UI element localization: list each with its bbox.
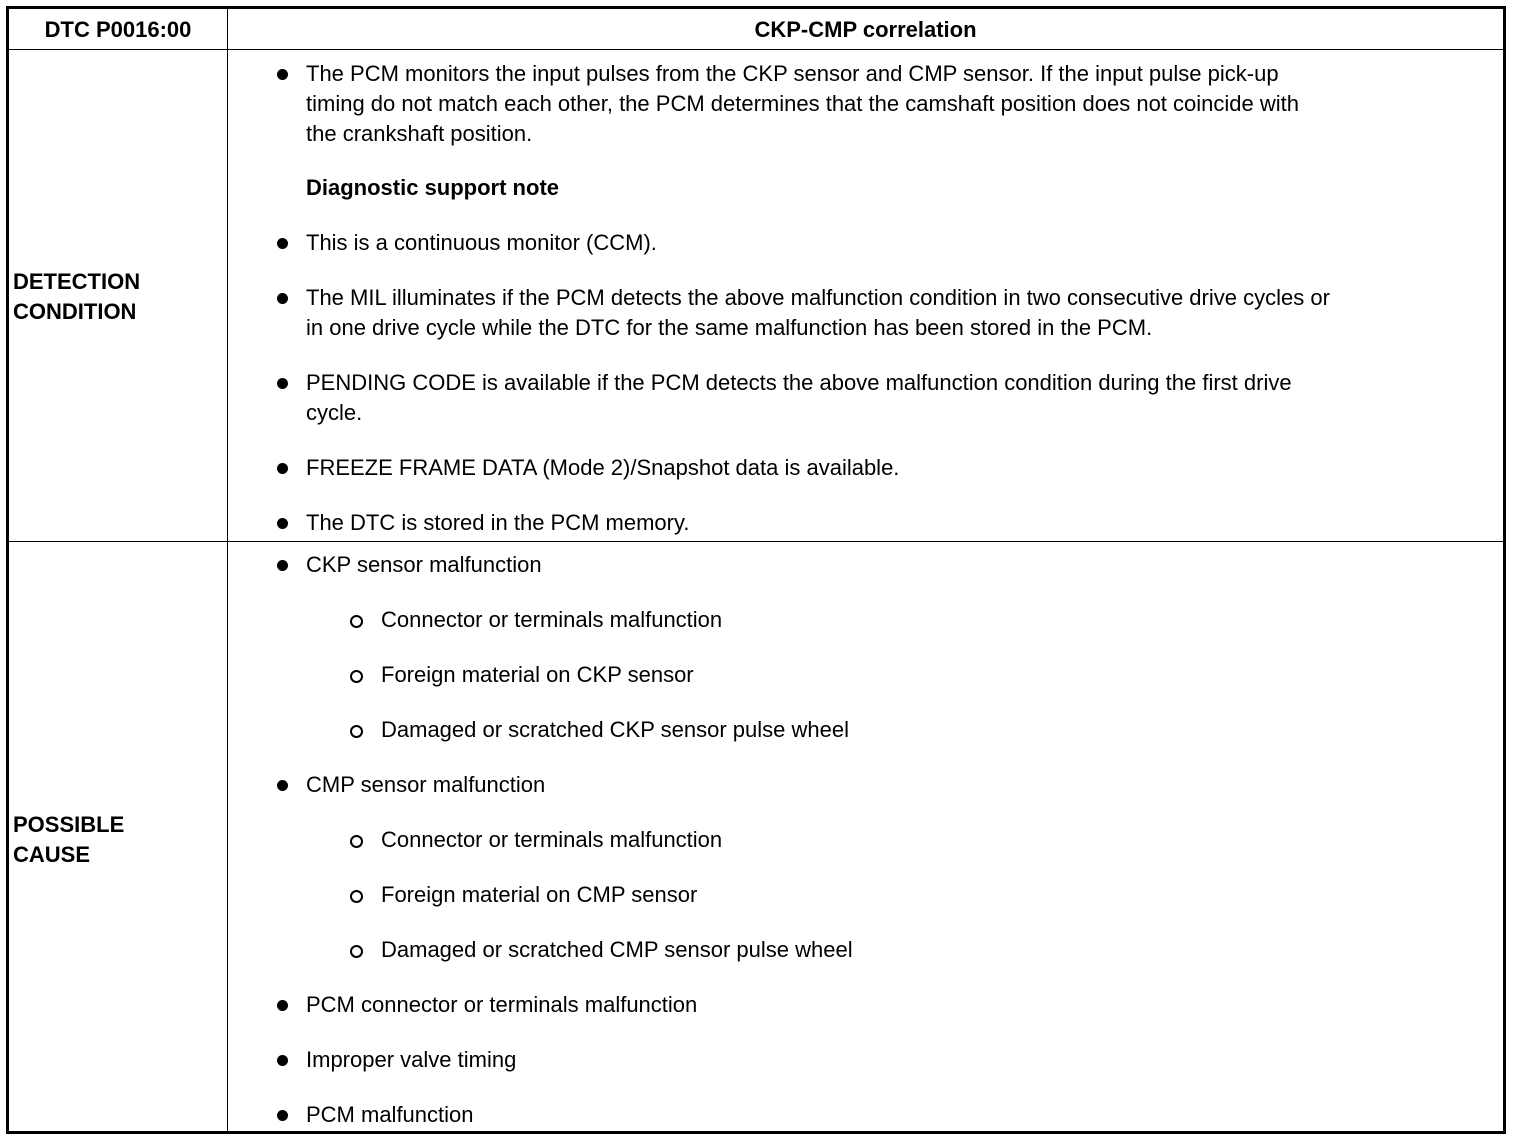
sub-bullet-icon	[350, 725, 363, 738]
detection-stored-text: The DTC is stored in the PCM memory.	[306, 510, 690, 535]
cause-ckp: CKP sensor malfunction	[306, 552, 542, 577]
detection-freeze-frame-text: FREEZE FRAME DATA (Mode 2)/Snapshot data is available.	[306, 455, 900, 480]
bullet-icon	[277, 1055, 288, 1066]
bullet-icon	[277, 560, 288, 571]
bullet-icon	[277, 1000, 288, 1011]
bullet-icon	[277, 293, 288, 304]
diagnostic-support-note: Diagnostic support note	[306, 175, 559, 200]
dtc-table	[6, 6, 1506, 1134]
sub-bullet-icon	[350, 670, 363, 683]
detection-pending-text: PENDING CODE is available if the PCM detects the above malfunction condition during the first drive cycle.	[306, 370, 1292, 425]
bullet-icon	[277, 69, 288, 80]
detection-label: DETECTION CONDITION	[13, 269, 141, 324]
bullet-icon	[277, 780, 288, 791]
sub-bullet-icon	[350, 835, 363, 848]
cause-cmp-foreign: Foreign material on CMP sensor	[381, 882, 698, 907]
detection-ccm-text: This is a continuous monitor (CCM).	[306, 230, 657, 255]
cause-label: POSSIBLE CAUSE	[13, 812, 125, 867]
cause-cmp: CMP sensor malfunction	[306, 772, 546, 797]
bullet-icon	[277, 1110, 288, 1121]
bullet-icon	[277, 238, 288, 249]
detection-monitor-text: The PCM monitors the input pulses from the CKP sensor and CMP sensor. If the input pulse pick-up timing do not match each other, the PCM determines that the camshaft position does not coincide with the crankshaft position.	[306, 61, 1299, 146]
cause-pcm: PCM malfunction	[306, 1102, 474, 1127]
dtc-code: DTC P0016:00	[44, 17, 192, 42]
cause-pcm-connector: PCM connector or terminals malfunction	[306, 992, 698, 1017]
sub-bullet-icon	[350, 615, 363, 628]
cause-ckp-foreign: Foreign material on CKP sensor	[381, 662, 694, 687]
sub-bullet-icon	[350, 890, 363, 903]
detection-mil-text: The MIL illuminates if the PCM detects the above malfunction condition in two consecutive drive cycles or in one drive cycle while the DTC for the same malfunction has been stored in the PCM.	[306, 285, 1330, 340]
row-divider	[9, 541, 1503, 542]
dtc-title: CKP-CMP correlation	[754, 17, 977, 42]
bullet-icon	[277, 463, 288, 474]
bullet-icon	[277, 518, 288, 529]
cause-cmp-wheel: Damaged or scratched CMP sensor pulse wheel	[381, 937, 853, 962]
sub-bullet-icon	[350, 945, 363, 958]
cause-ckp-wheel: Damaged or scratched CKP sensor pulse wheel	[381, 717, 849, 742]
cause-valve-timing: Improper valve timing	[306, 1047, 517, 1072]
cause-ckp-connector: Connector or terminals malfunction	[381, 607, 723, 632]
cause-cmp-connector: Connector or terminals malfunction	[381, 827, 723, 852]
bullet-icon	[277, 378, 288, 389]
column-divider	[227, 9, 228, 1131]
